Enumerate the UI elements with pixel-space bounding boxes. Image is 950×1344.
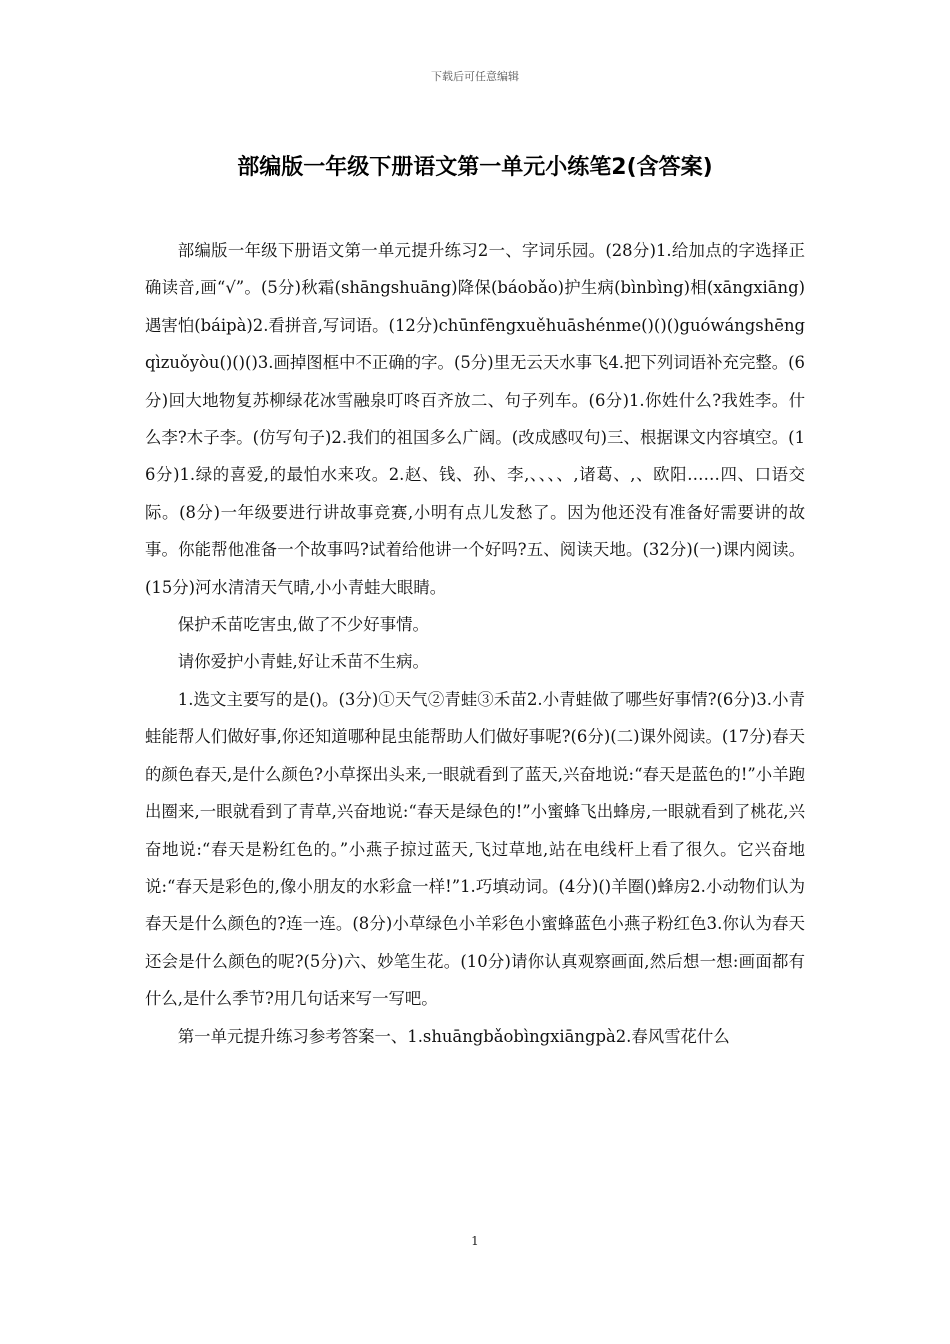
paragraph: 请你爱护小青蛙,好让禾苗不生病。 bbox=[177, 652, 429, 672]
paragraph: 部编版一年级下册语文第一单元提升练习2一、字词乐园。(28分)1.给加点的字选择正确读音,画“√”。(5分)秋霜(shāngshuāng)降保(báobǎo)护生病(bìnbìng)相(xāngxiāng)遇害怕(báipà)2.看拼音,写词语。(12分)chūnfēngxuěhuāshénme()()()guówángshēngqìzuǒyòu()()()3.画掉图框中不正确的字。(5分)里无云天水事飞4.把下列词语补充完整。(6分)回大地物复苏柳绿花冰雪融泉叮咚百齐放二、句子列车。(6分)1.你姓什么?我姓李。什么李?木子李。(仿写句子)2.我们的祖国多么广阔。(改成感叹句)三、根据课文内容填空。(16分)1.绿的喜爱,的最怕水来攻。2.赵、钱、孙、李,、、、、,诸葛、,、欧阳……四、口语交际。(8分)一年级要进行讲故事竞赛,小明有点儿发愁了。因为他还没有准备好需要讲的故事。你能帮他准备一个故事吗?试着给他讲一个好吗?五、阅读天地。(32分)(一)课内阅读。(15分)河水清清天气晴,小小青蛙大眼睛。 bbox=[145, 241, 805, 597]
paragraph: 保护禾苗吃害虫,做了不少好事情。 bbox=[177, 615, 429, 635]
paragraph: 1.选文主要写的是()。(3分)①天气②青蛙③禾苗2.小青蛙做了哪些好事情?(6分)3.小青蛙能帮人们做好事,你还知道哪种昆虫能帮助人们做好事呢?(6分)(二)课外阅读。(17分)春天的颜色春天,是什么颜色?小草探出头来,一眼就看到了蓝天,兴奋地说:“春天是蓝色的!”小羊跑出圈来,一眼就看到了青草,兴奋地说:“春天是绿色的!”小蜜蜂飞出蜂房,一眼就看到了桃花,兴奋地说:“春天是粉红色的。”小燕子掠过蓝天,飞过草地,站在电线杆上看了很久。它兴奋地说:“春天是彩色的,像小朋友的水彩盒一样!”1.巧填动词。(4分)()羊圈()蜂房2.小动物们认为春天是什么颜色的?连一连。(8分)小草绿色小羊彩色小蜜蜂蓝色小燕子粉红色3.你认为春天还会是什么颜色的呢?(5分)六、妙笔生花。(10分)请你认真观察画面,然后想一想:画面都有什么,是什么季节?用几句话来写一写吧。 bbox=[145, 689, 805, 1009]
document-body bbox=[145, 232, 805, 1055]
paragraph: 第一单元提升练习参考答案一、1.shuāngbǎobìngxiāngpà2.春风雪花什么 bbox=[177, 1026, 730, 1046]
page-number: 1 bbox=[471, 1234, 479, 1248]
document-title: 部编版一年级下册语文第一单元小练笔2(含答案) bbox=[237, 155, 713, 180]
header-note: 下载后可任意编辑 bbox=[431, 70, 519, 83]
